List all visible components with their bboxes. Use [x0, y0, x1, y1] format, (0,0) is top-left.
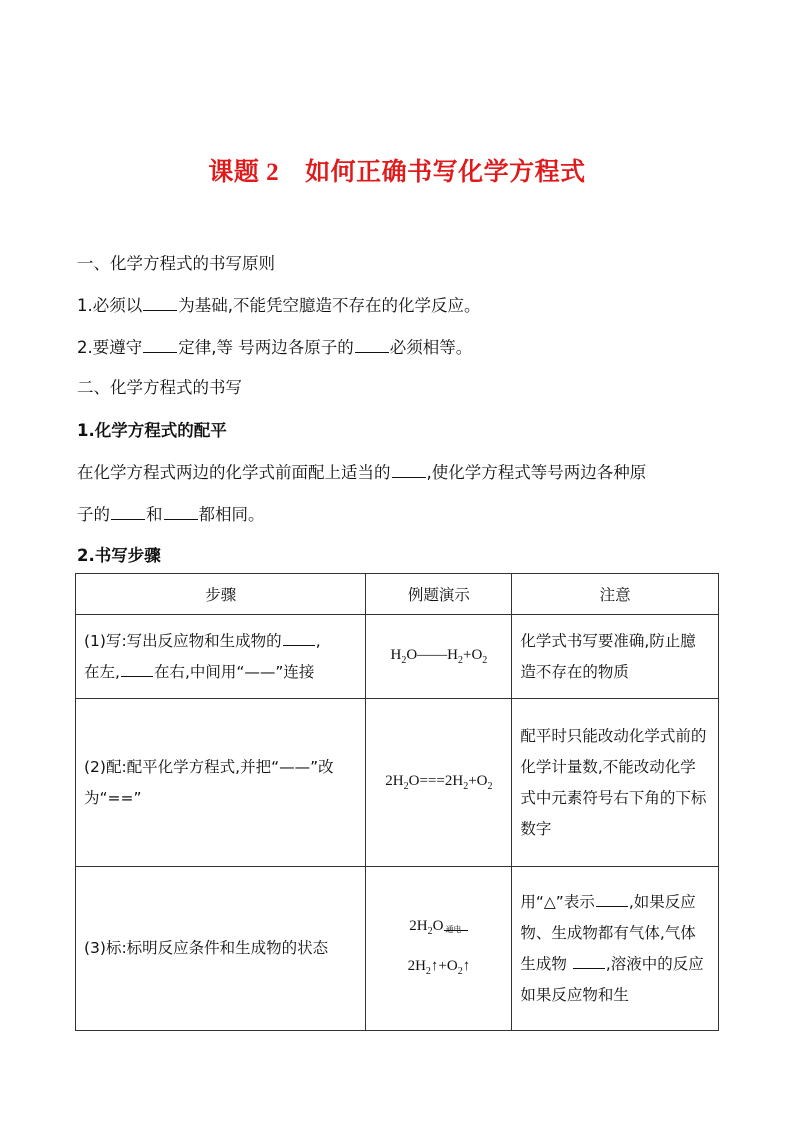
section2-heading: 二、化学方程式的书写: [77, 378, 242, 397]
example-equation-1: $H_2O——H_2+O_2$: [366, 615, 512, 699]
header-example: 例题演示: [366, 574, 512, 615]
blank[interactable]: [164, 503, 198, 520]
title-number: 课题 2: [208, 159, 280, 186]
note-write: 化学式书写要准确,防止臆造不存在的物质: [512, 615, 719, 699]
blank[interactable]: [355, 336, 389, 353]
title-text: 如何正确书写化学方程式: [305, 157, 586, 186]
blank[interactable]: [143, 294, 177, 311]
step-balance: (2)配:配平化学方程式,并把“——”改为“==”: [76, 699, 366, 867]
blank[interactable]: [392, 461, 426, 478]
blank[interactable]: [111, 503, 145, 520]
reaction-condition: 通电: [444, 922, 468, 931]
table-header-row: [76, 574, 719, 615]
balancing-line-1: 在化学方程式两边的化学式前面配上适当的 ,使化学方程式等号两边各种原: [77, 463, 647, 482]
blank[interactable]: [596, 892, 628, 907]
header-step: 步骤: [76, 574, 366, 615]
balancing-line-2: 子的 和 都相同。: [77, 505, 265, 524]
section1-heading: 一、化学方程式的书写原则: [77, 254, 275, 273]
balancing-heading: 1.化学方程式的配平: [77, 421, 227, 440]
header-note: 注意: [512, 574, 719, 615]
blank[interactable]: [143, 336, 177, 353]
page-title: [0, 152, 794, 188]
table-row: [76, 699, 719, 867]
step-mark: (3)标:标明反应条件和生成物的状态: [76, 867, 366, 1031]
steps-heading: 2.书写步骤: [77, 546, 161, 565]
blank[interactable]: [283, 631, 315, 646]
note-balance: 配平时只能改动化学式前的化学计量数,不能改动化学式中元素符号右下角的下标数字: [512, 699, 719, 867]
principle-item-1: 1.必须以 为基础,不能凭空臆造不存在的化学反应。: [77, 296, 481, 315]
principle-item-2: 2.要遵守 定律,等 号两边各原子的 必须相等。: [77, 338, 473, 357]
example-equation-2: $2H_2O===2H_2+O_2$: [366, 699, 512, 867]
example-equation-3: $2H_2O$ 通电 $2H_2↑+O_2↑$: [366, 867, 512, 1031]
table-row: [76, 615, 719, 699]
steps-table: [75, 573, 719, 1031]
note-mark: 用“△”表示 ,如果反应物、生成物都有气体,气体生成物 ,溶液中的反应如果反应物和生: [512, 867, 719, 1031]
blank[interactable]: [573, 954, 605, 969]
table-row: [76, 867, 719, 1031]
blank[interactable]: [121, 662, 153, 677]
step-write: (1)写:写出反应物和生成物的 , 在左, 在右,中间用“——”连接: [76, 615, 366, 699]
